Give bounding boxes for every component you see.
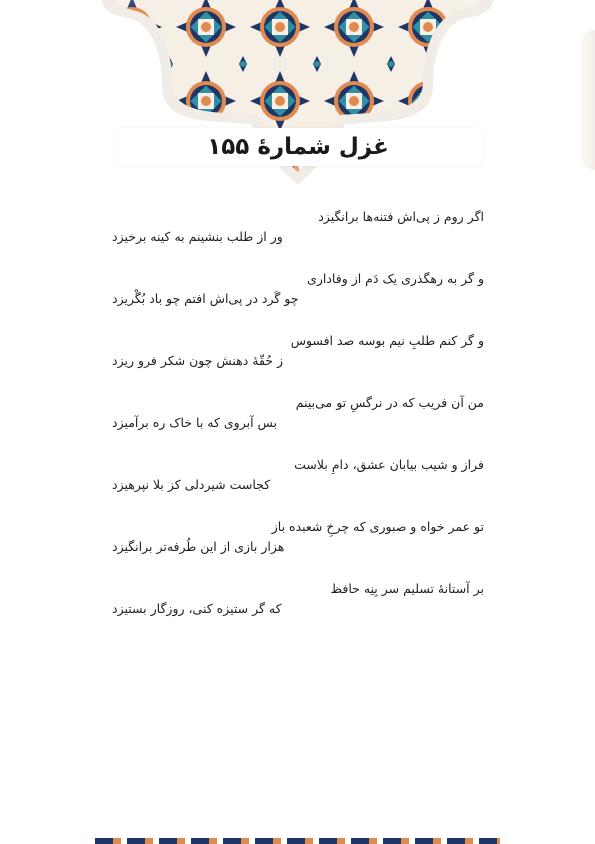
second-hemistich: هزار بازی از این طُرفه‌تر برانگیزد	[112, 539, 285, 554]
couplet	[112, 517, 484, 579]
first-hemistich: اگر روم ز پی‌اش فتنه‌ها برانگیزد	[318, 209, 484, 224]
second-hemistich: کجاست شیردلی کز بلا نپرهیزد	[112, 477, 271, 492]
first-hemistich: من آن فریب که در نرگسِ تو می‌بینم	[295, 395, 484, 410]
first-hemistich: و گر به رهگذری یک دَم از وفاداری	[307, 271, 484, 286]
second-hemistich: چو گَرد در پی‌اش افتم چو باد بُگْریزد	[112, 291, 299, 306]
footer-tile-band	[95, 838, 500, 844]
second-hemistich: که گر ستیزه کنی، روزگار بستیزد	[112, 601, 282, 616]
page-title: غزل شمارهٔ ۱۵۵	[207, 134, 389, 160]
poem-body	[112, 207, 484, 641]
couplet	[112, 579, 484, 641]
first-hemistich: بر آستانهٔ تسلیم سر بِنِه حافظ	[330, 581, 484, 596]
page-edge-decoration	[581, 30, 595, 170]
second-hemistich: ز حُقّهٔ دهنش چون شکر فرو ریزد	[112, 353, 284, 368]
couplet	[112, 331, 484, 393]
second-hemistich: بس آبروی که با خاک ره برآمیزد	[112, 415, 277, 430]
couplet	[112, 393, 484, 455]
first-hemistich: تو عمر خواه و صبوری که چرخِ شعبده باز	[271, 519, 484, 534]
first-hemistich: فراز و شیب بیابان عشق، دامِ بلاست	[294, 457, 484, 472]
couplet	[112, 269, 484, 331]
couplet	[112, 207, 484, 269]
couplet	[112, 455, 484, 517]
second-hemistich: ور از طلب بنشینم به کینه برخیزد	[112, 229, 283, 244]
first-hemistich: و گر کنم طلبِ نیم بوسه صد افسوس	[290, 333, 484, 348]
